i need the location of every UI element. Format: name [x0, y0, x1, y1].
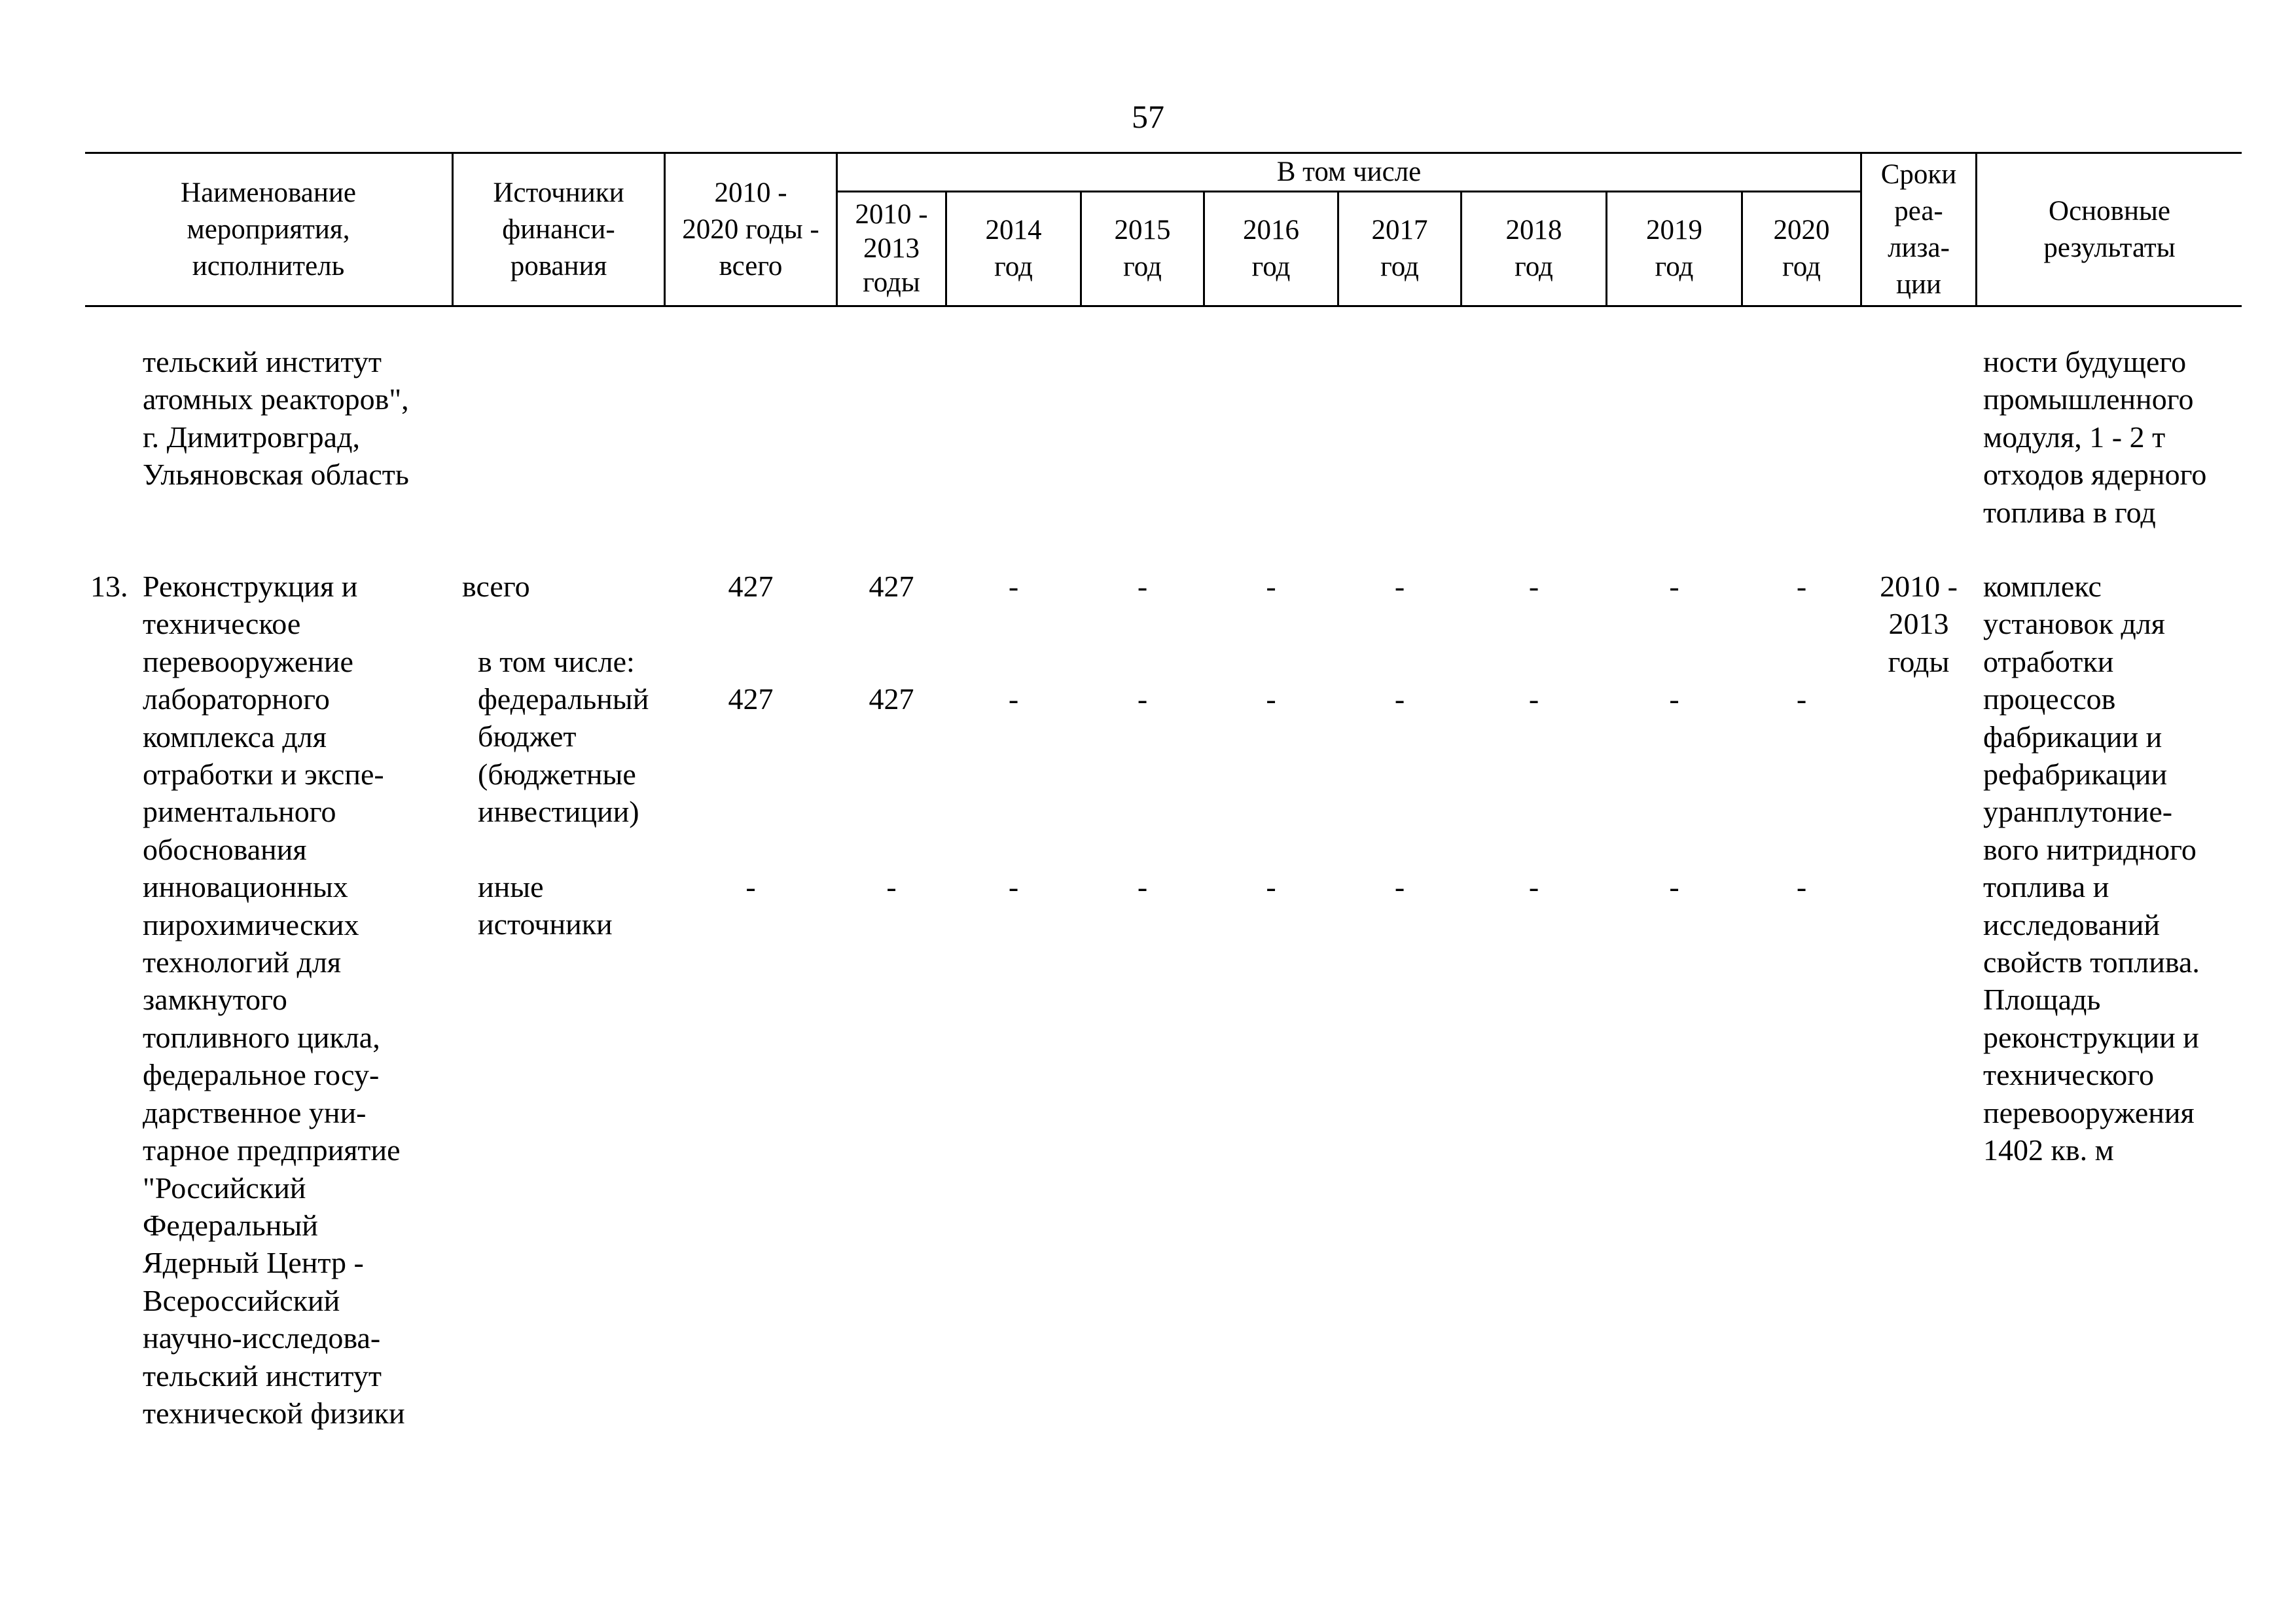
- item-name: Реконструкция и техническое перевооружение лабораторного комплекса для отработки и экспе- риментального обоснования инновационных пирохимических технологий для замкнутого топливного цикла, федеральное госу- дарственное уни- тарное предприятие "Российский Федеральный Ядерный Центр - Всероссийский научно-исследова- тельский институт технической физики: [143, 570, 405, 1430]
- header-total: 2010 - 2020 годы - всего: [682, 177, 819, 282]
- total-2017: -: [1394, 570, 1405, 603]
- header-including: В том числе: [1276, 156, 1422, 187]
- source-federal: федеральный бюджет (бюджетные инвестиции): [478, 682, 649, 829]
- header-2014: 2014 год: [985, 215, 1042, 282]
- header-2015: 2015 год: [1114, 215, 1171, 282]
- header-2016: 2016 год: [1243, 215, 1299, 282]
- total-2019: -: [1669, 570, 1679, 603]
- header-name: Наименование мероприятия, исполнитель: [181, 177, 356, 282]
- total-2016: -: [1266, 570, 1276, 603]
- header-2018: 2018 год: [1505, 215, 1562, 282]
- other-2018: -: [1528, 870, 1539, 903]
- total-2010-2020: 427: [728, 570, 774, 603]
- total-2014: -: [1008, 570, 1019, 603]
- other-2020: -: [1796, 870, 1807, 903]
- federal-2018: -: [1528, 682, 1539, 716]
- header-terms: Сроки реа- лиза- ции: [1880, 158, 1957, 300]
- item-number: 13.: [90, 570, 128, 603]
- continuation-name: тельский институт атомных реакторов", г. Димитровград, Ульяновская область: [143, 345, 409, 492]
- source-total: всего: [462, 570, 530, 603]
- other-2017: -: [1394, 870, 1405, 903]
- header-2019: 2019 год: [1646, 215, 1702, 282]
- header-2020: 2020 год: [1773, 215, 1830, 282]
- header-bottom-rule: [85, 305, 2242, 307]
- header-2017: 2017 год: [1371, 215, 1428, 282]
- other-2019: -: [1669, 870, 1679, 903]
- total-2010-2013: 427: [869, 570, 914, 603]
- total-2020: -: [1796, 570, 1807, 603]
- federal-2014: -: [1008, 682, 1019, 716]
- header-sources: Источники финанси- рования: [493, 177, 624, 282]
- federal-2019: -: [1669, 682, 1679, 716]
- page-number: 57: [1132, 98, 1164, 135]
- federal-2020: -: [1796, 682, 1807, 716]
- other-2014: -: [1008, 870, 1019, 903]
- total-2015: -: [1137, 570, 1148, 603]
- other-2015: -: [1137, 870, 1148, 903]
- total-2018: -: [1528, 570, 1539, 603]
- source-including: в том числе:: [478, 645, 635, 678]
- federal-2016: -: [1266, 682, 1276, 716]
- federal-2017: -: [1394, 682, 1405, 716]
- source-other: иные источники: [478, 870, 613, 941]
- continuation-results: ности будущего промышленного модуля, 1 - 2 т отходов ядерного топлива в год: [1983, 345, 2207, 529]
- other-2010-2013: -: [886, 870, 897, 903]
- other-2016: -: [1266, 870, 1276, 903]
- other-2010-2020: -: [745, 870, 756, 903]
- header-2010-2013: 2010 - 2013 годы: [855, 199, 928, 298]
- item-results: комплекс установок для отработки процессов фабрикации и рефабрикации уранплутоние- вого нитридного топлива и исследований свойств топлива. Площадь реконструкции и технического перевооружения 1402 кв. м: [1983, 570, 2200, 1167]
- header-results: Основные результаты: [2043, 195, 2176, 263]
- federal-2015: -: [1137, 682, 1148, 716]
- federal-2010-2020: 427: [728, 682, 774, 716]
- item-terms: 2010 - 2013 годы: [1880, 570, 1958, 678]
- federal-2010-2013: 427: [869, 682, 914, 716]
